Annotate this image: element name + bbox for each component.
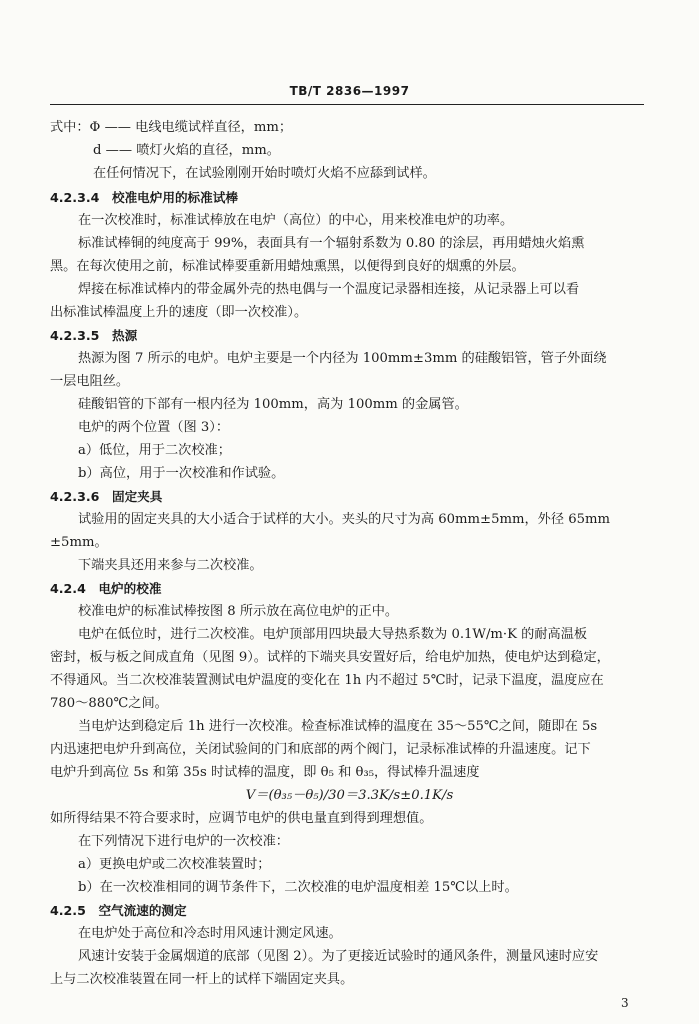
section-heading-4-2-3-4: 4.2.3.4 校准电炉用的标准试棒 <box>50 190 238 205</box>
body-text: 硅酸铝管的下部有一根内径为 100mm，高为 100mm 的金属管。 <box>78 397 468 412</box>
body-text: 热源为图 7 所示的电炉。电炉主要是一个内径为 100mm±3mm 的硅酸铝管，管子外面绕 <box>78 351 607 366</box>
list-item-b: b）高位，用于一次校准和作试验。 <box>78 466 285 481</box>
body-text: 内迅速把电炉升到高位，关闭试验间的门和底部的两个阀门，记录标准试棒的升温速度。记下 <box>50 742 591 757</box>
standard-code-header: TB/T 2836—1997 <box>289 84 410 98</box>
body-text: 标准试棒铜的纯度高于 99%，表面具有一个辐射系数为 0.80 的涂层，再用蜡烛火焰熏 <box>78 236 585 251</box>
section-heading-4-2-3-5: 4.2.3.5 热源 <box>50 328 138 343</box>
section-heading-4-2-5: 4.2.5 空气流速的测定 <box>50 903 187 918</box>
body-text: 出标准试棒温度上升的速度（即一次校准）。 <box>50 305 308 320</box>
body-text: 黑。在每次使用之前，标准试棒要重新用蜡烛熏黑，以便得到良好的烟熏的外层。 <box>50 259 525 274</box>
body-text: 电炉的两个位置（图 3）： <box>78 420 230 435</box>
heating-rate-formula: V＝(θ₃₅－θ₅)/30＝3.3K/s±0.1K/s <box>245 788 454 803</box>
body-text: 不得通风。当二次校准装置测试电炉温度的变化在 1h 内不超过 5℃时，记录下温度，温度应在 <box>50 673 604 688</box>
body-text: ±5mm。 <box>50 535 108 550</box>
header-rule <box>50 104 644 105</box>
list-item-a: a）低位，用于二次校准； <box>78 443 231 458</box>
body-text: 校准电炉的标准试棒按图 8 所示放在高位电炉的正中。 <box>78 604 399 619</box>
formula-symbol-phi: 式中：Φ —— 电线电缆试样直径，mm； <box>50 120 293 135</box>
section-heading-4-2-3-6: 4.2.3.6 固定夹具 <box>50 489 163 504</box>
body-text: 在下列情况下进行电炉的一次校准： <box>78 834 289 849</box>
body-text: 下端夹具还用来参与二次校准。 <box>78 558 263 573</box>
body-text: 如所得结果不符合要求时，应调节电炉的供电量直到得到理想值。 <box>50 811 433 826</box>
body-text: 风速计安装于金属烟道的底部（见图 2）。为了更接近试验时的通风条件，测量风速时应安 <box>78 949 599 964</box>
body-text: 密封，板与板之间成直角（见图 9）。试样的下端夹具安置好后，给电炉加热，使电炉达到稳定， <box>50 650 610 665</box>
body-text: 在任何情况下，在试验刚刚开始时喷灯火焰不应舔到试样。 <box>93 166 436 181</box>
body-text: 上与二次校准装置在同一杆上的试样下端固定夹具。 <box>50 972 354 987</box>
list-item-a: a）更换电炉或二次校准装置时； <box>78 857 271 872</box>
section-heading-4-2-4: 4.2.4 电炉的校准 <box>50 581 162 596</box>
body-text: 电炉升到高位 5s 和第 35s 时试棒的温度，即 θ₅ 和 θ₃₅，得试棒升温速度 <box>50 765 480 780</box>
body-text: 780～880℃之间。 <box>50 696 168 711</box>
body-text: 电炉在低位时，进行二次校准。电炉顶部用四块最大导热系数为 0.1W/m·K 的耐高温板 <box>78 627 588 642</box>
body-text: 在一次校准时，标准试棒放在电炉（高位）的中心，用来校准电炉的功率。 <box>78 213 514 228</box>
formula-symbol-d: d —— 喷灯火焰的直径，mm。 <box>93 143 280 158</box>
page-number: 3 <box>621 996 629 1010</box>
body-text: 一层电阻丝。 <box>50 374 130 389</box>
body-text: 当电炉达到稳定后 1h 进行一次校准。检查标准试棒的温度在 35～55℃之间，随即在 5s <box>78 719 598 734</box>
body-text: 焊接在标准试棒内的带金属外壳的热电偶与一个温度记录器相连接，从记录器上可以看 <box>78 282 580 297</box>
list-item-b: b）在一次校准相同的调节条件下，二次校准的电炉温度相差 15℃以上时。 <box>78 880 518 895</box>
body-text: 试验用的固定夹具的大小适合于试样的大小。夹头的尺寸为高 60mm±5mm，外径 65mm <box>78 512 611 527</box>
body-text: 在电炉处于高位和冷态时用风速计测定风速。 <box>78 926 342 941</box>
